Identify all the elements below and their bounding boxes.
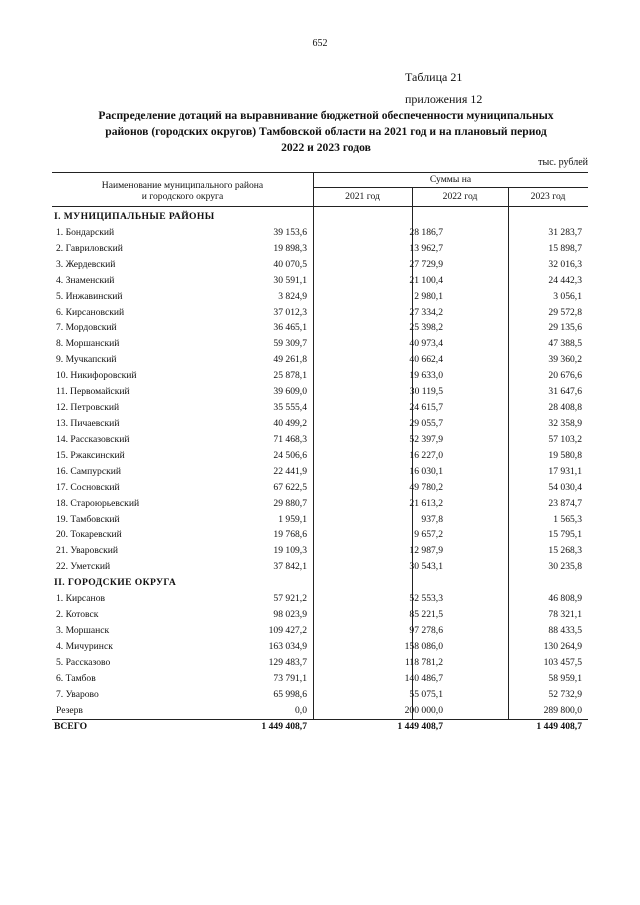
row-name: 19. Тамбовский: [56, 513, 120, 525]
title-line: 2022 и 2023 годов: [281, 141, 371, 154]
cell-v1: 37 842,1: [273, 561, 307, 573]
header-text: Наименование муниципального района: [101, 180, 264, 191]
cell-v1: 29 880,7: [273, 497, 307, 509]
cell-v1: 19 898,3: [273, 242, 307, 254]
table-row: [52, 289, 588, 305]
cell-v3: 130 264,9: [543, 640, 582, 652]
cell-v1: 1 449 408,7: [261, 720, 307, 732]
row-name: 2. Котовск: [56, 609, 99, 621]
table-row: [52, 352, 588, 368]
cell-v3: 3 056,1: [553, 290, 582, 302]
cell-v2: 85 221,5: [409, 609, 443, 621]
table-row: [52, 687, 588, 703]
cell-v3: 47 388,5: [548, 338, 582, 350]
page-number: 652: [312, 38, 328, 49]
table-row: [52, 464, 588, 480]
row-name: 4. Мичуринск: [56, 640, 113, 652]
cell-v3: 289 800,0: [543, 704, 582, 716]
table-row: [52, 241, 588, 257]
sums-header: Суммы на: [429, 174, 472, 185]
total-row: [52, 719, 588, 735]
table-row: [52, 336, 588, 352]
cell-v2: 52 553,3: [409, 593, 443, 605]
cell-v3: 29 135,6: [548, 322, 582, 334]
table-row: [52, 703, 588, 719]
row-name: 21. Уваровский: [56, 545, 119, 557]
row-name: 9. Мучкапский: [56, 354, 117, 366]
cell-v2: 19 633,0: [409, 370, 443, 382]
cell-v2: 27 334,2: [409, 306, 443, 318]
cell-v1: 129 483,7: [268, 656, 307, 668]
cell-v2: 21 613,2: [409, 497, 443, 509]
table-row: [52, 512, 588, 528]
cell-v3: 29 572,8: [548, 306, 582, 318]
cell-v2: 40 973,4: [409, 338, 443, 350]
cell-v1: 163 034,9: [268, 640, 307, 652]
row-name: Резерв: [56, 704, 83, 716]
table-body: [52, 209, 588, 734]
cell-v1: 25 878,1: [273, 370, 307, 382]
cell-v3: 1 565,3: [553, 513, 582, 525]
section-row: [52, 575, 588, 591]
row-name: 16. Сампурский: [56, 465, 122, 477]
cell-v3: 15 795,1: [548, 529, 582, 541]
cell-v3: 54 030,4: [548, 481, 582, 493]
cell-v2: 2 980,1: [414, 290, 443, 302]
table-row: [52, 368, 588, 384]
cell-v2: 21 100,4: [409, 274, 443, 286]
document-title: [52, 108, 600, 156]
row-name: 14. Рассказовский: [56, 433, 130, 445]
row-name: I. МУНИЦИПАЛЬНЫЕ РАЙОНЫ: [54, 211, 215, 222]
table-label: Таблица 21: [405, 70, 463, 84]
cell-v3: 20 676,6: [548, 370, 582, 382]
cell-v1: 98 023,9: [273, 609, 307, 621]
table-row: [52, 496, 588, 512]
cell-v2: 29 055,7: [409, 417, 443, 429]
table-row: [52, 384, 588, 400]
cell-v1: 109 427,2: [268, 624, 307, 636]
cell-v1: 19 109,3: [273, 545, 307, 557]
year-2021-header: 2021 год: [345, 191, 380, 202]
table-top-rule: [52, 172, 588, 173]
cell-v3: 57 103,2: [548, 433, 582, 445]
cell-v3: 39 360,2: [548, 354, 582, 366]
row-name: 15. Ржаксинский: [56, 449, 125, 461]
cell-v2: 13 962,7: [409, 242, 443, 254]
row-name: 6. Тамбов: [56, 672, 96, 684]
row-name: 3. Жердевский: [56, 258, 116, 270]
table-row: [52, 225, 588, 241]
row-name: 10. Никифоровский: [56, 370, 137, 382]
cell-v3: 32 016,3: [548, 258, 582, 270]
row-name: 2. Гавриловский: [56, 242, 123, 254]
cell-v1: 65 998,6: [273, 688, 307, 700]
row-name: 20. Токаревский: [56, 529, 122, 541]
cell-v1: 24 506,6: [273, 449, 307, 461]
cell-v1: 40 070,5: [273, 258, 307, 270]
cell-v1: 71 468,3: [273, 433, 307, 445]
appendix-label: приложения 12: [405, 92, 483, 106]
cell-v3: 32 358,9: [548, 417, 582, 429]
cell-v3: 78 321,1: [548, 609, 582, 621]
cell-v1: 19 768,6: [273, 529, 307, 541]
cell-v3: 52 732,9: [548, 688, 582, 700]
cell-v2: 1 449 408,7: [397, 720, 443, 732]
name-column-header: [52, 180, 313, 202]
row-name: 18. Староюрьевский: [56, 497, 140, 509]
cell-v2: 27 729,9: [409, 258, 443, 270]
table-row: [52, 305, 588, 321]
cell-v2: 40 662,4: [409, 354, 443, 366]
row-name: 22. Уметский: [56, 561, 111, 573]
cell-v1: 35 555,4: [273, 402, 307, 414]
cell-v3: 15 898,7: [548, 242, 582, 254]
cell-v3: 88 433,5: [548, 624, 582, 636]
table-row: [52, 655, 588, 671]
unit-label: тыс. рублей: [538, 157, 588, 168]
cell-v1: 37 012,3: [273, 306, 307, 318]
row-name: 1. Бондарский: [56, 226, 115, 238]
table-row: [52, 273, 588, 289]
section-row: [52, 209, 588, 225]
cell-v1: 3 824,9: [278, 290, 307, 302]
cell-v3: 17 931,1: [548, 465, 582, 477]
cell-v3: 58 959,1: [548, 672, 582, 684]
cell-v2: 49 780,2: [409, 481, 443, 493]
cell-v3: 19 580,8: [548, 449, 582, 461]
header-text: и городского округа: [141, 191, 224, 202]
row-name: 11. Первомайский: [56, 386, 130, 398]
cell-v3: 30 235,8: [548, 561, 582, 573]
cell-v2: 12 987,9: [409, 545, 443, 557]
cell-v3: 28 408,8: [548, 402, 582, 414]
cell-v2: 158 086,0: [404, 640, 443, 652]
cell-v3: 46 808,9: [548, 593, 582, 605]
cell-v2: 24 615,7: [409, 402, 443, 414]
row-name: II. ГОРОДСКИЕ ОКРУГА: [54, 577, 177, 589]
table-row: [52, 480, 588, 496]
cell-v2: 30 119,5: [409, 386, 443, 398]
cell-v3: 103 457,5: [543, 656, 582, 668]
row-name: 13. Пичаевский: [56, 417, 120, 429]
table-row: [52, 400, 588, 416]
cell-v1: 36 465,1: [273, 322, 307, 334]
cell-v3: 15 268,3: [548, 545, 582, 557]
cell-v2: 16 227,0: [409, 449, 443, 461]
table-row: [52, 448, 588, 464]
table-row: [52, 607, 588, 623]
cell-v2: 9 657,2: [414, 529, 443, 541]
header-mid-rule: [313, 187, 588, 188]
table-row: [52, 623, 588, 639]
cell-v2: 30 543,1: [409, 561, 443, 573]
cell-v2: 55 075,1: [409, 688, 443, 700]
table-row: [52, 559, 588, 575]
row-name: 5. Рассказово: [56, 656, 111, 668]
row-name: 5. Инжавинский: [56, 290, 123, 302]
cell-v2: 140 486,7: [404, 672, 443, 684]
cell-v3: 31 283,7: [548, 226, 582, 238]
cell-v2: 52 397,9: [409, 433, 443, 445]
table-row: [52, 432, 588, 448]
cell-v1: 39 153,6: [273, 226, 307, 238]
cell-v1: 59 309,7: [273, 338, 307, 350]
table-row: [52, 639, 588, 655]
cell-v1: 30 591,1: [273, 274, 307, 286]
row-name: 4. Знаменский: [56, 274, 115, 286]
cell-v1: 67 622,5: [273, 481, 307, 493]
table-row: [52, 671, 588, 687]
table-row: [52, 543, 588, 559]
row-name: 3. Моршанск: [56, 624, 110, 636]
cell-v3: 23 874,7: [548, 497, 582, 509]
cell-v3: 31 647,6: [548, 386, 582, 398]
cell-v1: 1 959,1: [278, 513, 307, 525]
row-name: 1. Кирсанов: [56, 593, 106, 605]
row-name: 7. Мордовский: [56, 322, 117, 334]
cell-v2: 937,8: [421, 513, 443, 525]
table-row: [52, 527, 588, 543]
year-2023-header: 2023 год: [530, 191, 566, 202]
cell-v3: 24 442,3: [548, 274, 582, 286]
table-row: [52, 320, 588, 336]
cell-v1: 73 791,1: [273, 672, 307, 684]
row-name: 12. Петровский: [56, 402, 120, 414]
title-line: районов (городских округов) Тамбовской области на 2021 год и на плановый период: [105, 125, 547, 138]
table-row: [52, 591, 588, 607]
row-name: 8. Моршанский: [56, 338, 120, 350]
table-row: [52, 416, 588, 432]
cell-v1: 40 499,2: [273, 417, 307, 429]
cell-v1: 22 441,9: [273, 465, 307, 477]
cell-v2: 28 186,7: [409, 226, 443, 238]
cell-v1: 57 921,2: [273, 593, 307, 605]
cell-v2: 16 030,1: [409, 465, 443, 477]
cell-v1: 49 261,8: [273, 354, 307, 366]
row-name: ВСЕГО: [54, 720, 88, 732]
title-line: Распределение дотаций на выравнивание бюджетной обеспеченности муниципальных: [98, 109, 554, 122]
cell-v2: 25 398,2: [409, 322, 443, 334]
cell-v2: 118 781,2: [404, 656, 443, 668]
cell-v3: 1 449 408,7: [536, 720, 582, 732]
table-row: [52, 257, 588, 273]
cell-v1: 39 609,0: [273, 386, 307, 398]
row-name: 7. Уварово: [56, 688, 99, 700]
cell-v1: 0,0: [295, 704, 307, 716]
row-name: 6. Кирсановский: [56, 306, 125, 318]
cell-v2: 97 278,6: [409, 624, 443, 636]
year-2022-header: 2022 год: [442, 191, 478, 202]
row-name: 17. Сосновский: [56, 481, 120, 493]
cell-v2: 200 000,0: [404, 704, 443, 716]
